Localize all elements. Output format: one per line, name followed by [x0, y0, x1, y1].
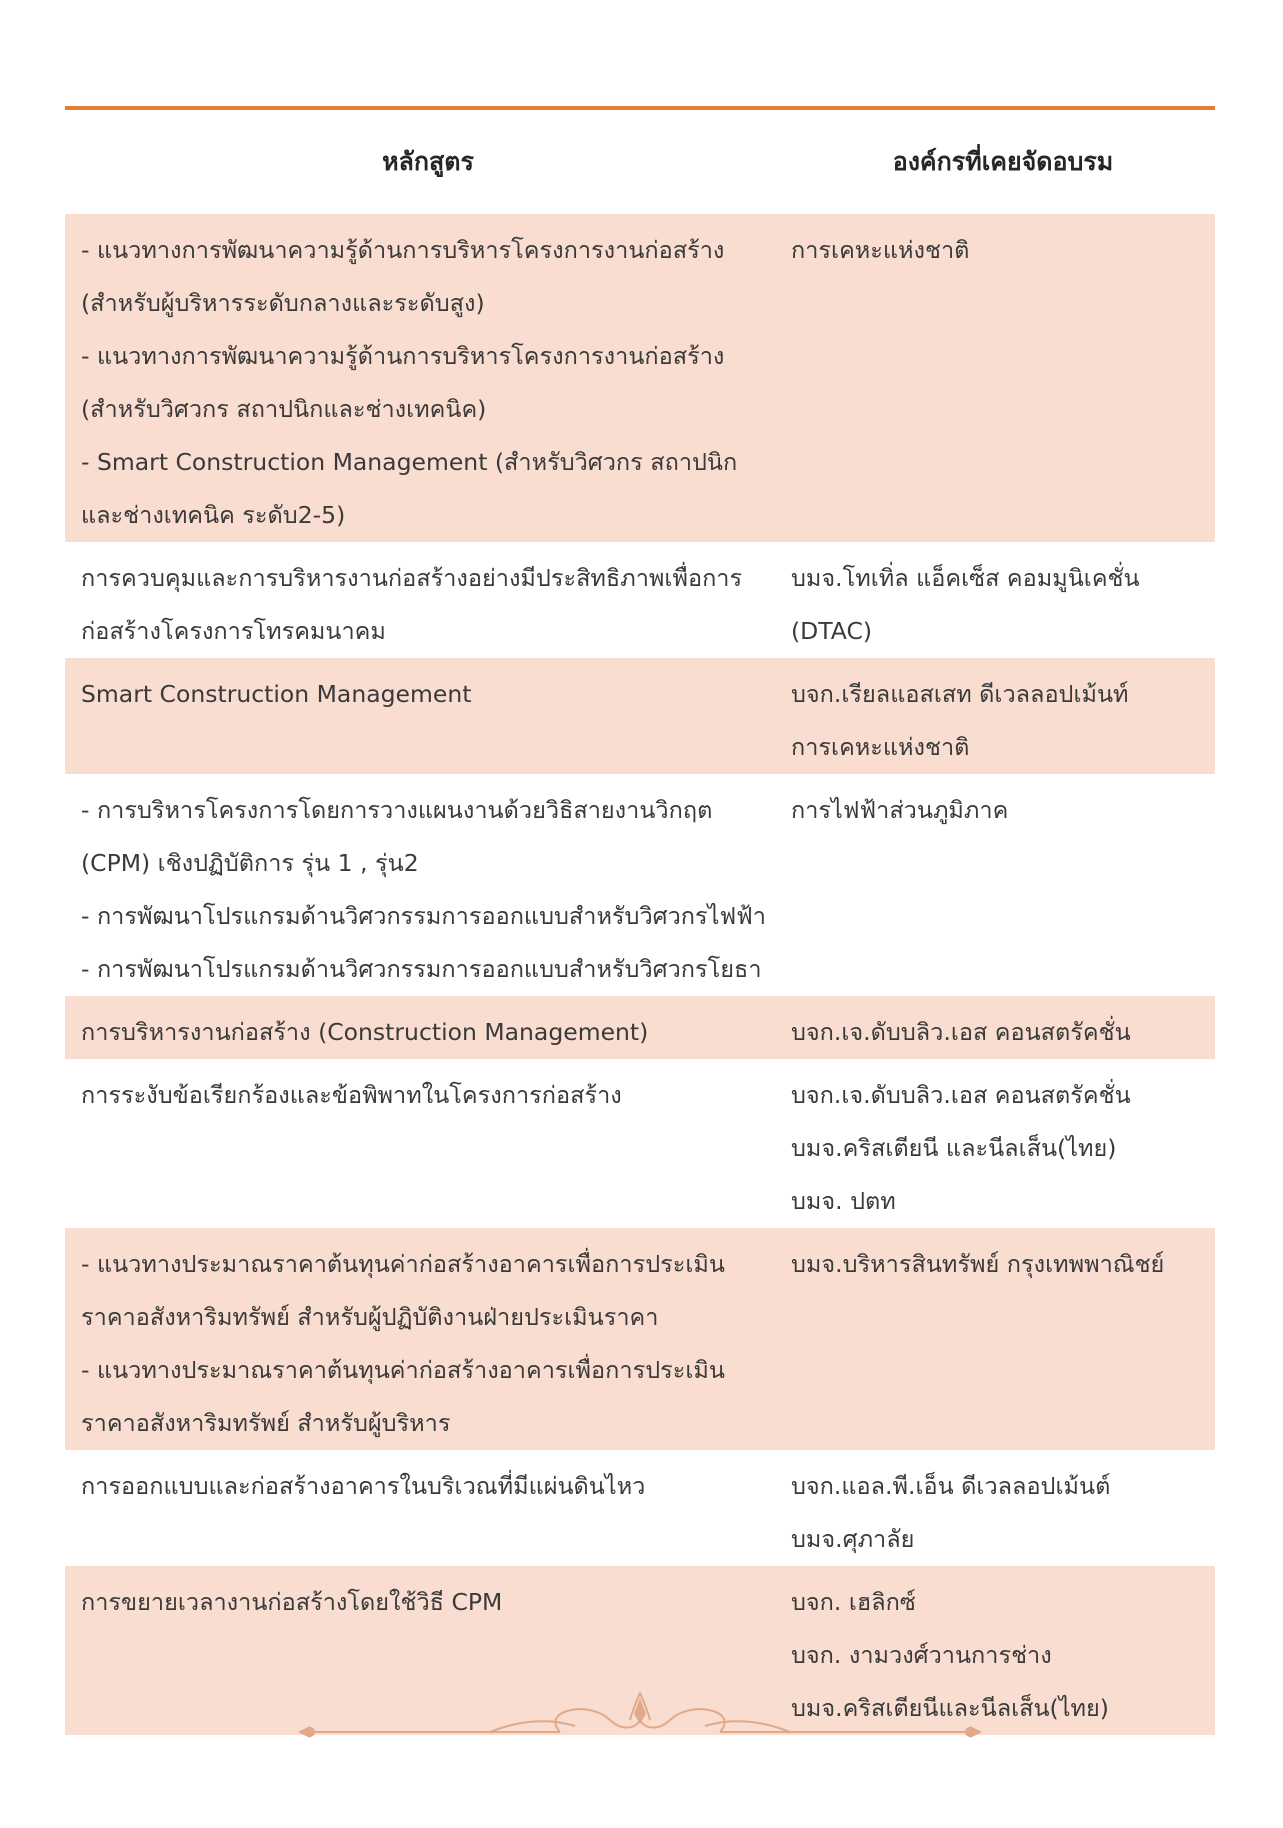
- table-row: [65, 658, 1215, 774]
- organization-line: บมจ.ศุภาลัย: [791, 1525, 915, 1553]
- organization-line: (DTAC): [791, 617, 873, 645]
- organization-cell: [791, 214, 1215, 542]
- organization-cell: [791, 1228, 1215, 1450]
- table-row: [65, 774, 1215, 996]
- course-line: - แนวทางประมาณราคาต้นทุนค่าก่อสร้างอาคารเพื่อการประเมิน: [81, 1250, 725, 1278]
- course-line: การขยายเวลางานก่อสร้างโดยใช้วิธี CPM: [81, 1588, 503, 1616]
- table-row: [65, 996, 1215, 1059]
- organization-line: การเคหะแห่งชาติ: [791, 236, 970, 264]
- course-line: - แนวทางประมาณราคาต้นทุนค่าก่อสร้างอาคารเพื่อการประเมิน: [81, 1356, 725, 1384]
- organization-line: การไฟฟ้าส่วนภูมิภาค: [791, 796, 1009, 824]
- course-line: และช่างเทคนิค ระดับ2-5): [81, 501, 346, 529]
- course-line: การออกแบบและก่อสร้างอาคารในบริเวณที่มีแผ่นดินไหว: [81, 1472, 646, 1500]
- organization-line: บจก.เจ.ดับบลิว.เอส คอนสตรัคชั่น: [791, 1018, 1131, 1046]
- course-line: - การบริหารโครงการโดยการวางแผนงานด้วยวิธิสายงานวิกฤต: [81, 796, 713, 824]
- course-line: ราคาอสังหาริมทรัพย์ สำหรับผู้ปฏิบัติงานฝ่ายประเมินราคา: [81, 1303, 659, 1331]
- course-line: การควบคุมและการบริหารงานก่อสร้างอย่างมีประสิทธิภาพเพื่อการ: [81, 564, 743, 592]
- table-row: [65, 1228, 1215, 1450]
- course-line: - การพัฒนาโปรแกรมด้านวิศวกรรมการออกแบบสำหรับวิศวกรไฟฟ้า: [81, 902, 766, 930]
- organization-cell: [791, 996, 1215, 1059]
- table-row: [65, 1059, 1215, 1228]
- table-row: [65, 1450, 1215, 1566]
- organization-line: บจก.เจ.ดับบลิว.เอส คอนสตรัคชั่น: [791, 1081, 1131, 1109]
- organization-line: บจก. งามวงศ์วานการช่าง: [791, 1641, 1052, 1669]
- organization-line: บจก. เฮลิกซ์: [791, 1588, 916, 1616]
- course-cell: [65, 1059, 791, 1228]
- course-line: (สำหรับผู้บริหารระดับกลางและระดับสูง): [81, 289, 485, 317]
- course-line: (สำหรับวิศวกร สถาปนิกและช่างเทคนิค): [81, 395, 487, 423]
- organization-line: บจก.แอล.พี.เอ็น ดีเวลลอปเม้นต์: [791, 1472, 1111, 1500]
- course-line: Smart Construction Management: [81, 680, 472, 708]
- course-cell: [65, 1450, 791, 1566]
- organization-line: บมจ. ปตท: [791, 1187, 896, 1215]
- organization-cell: [791, 658, 1215, 774]
- course-cell: [65, 774, 791, 996]
- course-line: ก่อสร้างโครงการโทรคมนาคม: [81, 617, 386, 645]
- course-line: - การพัฒนาโปรแกรมด้านวิศวกรรมการออกแบบสำหรับวิศวกรโยธา: [81, 955, 762, 983]
- header-organization: องค์กรที่เคยจัดอบรม: [892, 147, 1114, 176]
- course-line: การบริหารงานก่อสร้าง (Construction Management): [81, 1018, 649, 1046]
- organization-line: บมจ.โทเทิ่ล แอ็คเซ็ส คอมมูนิเคชั่น: [791, 564, 1140, 592]
- table-body: [65, 214, 1215, 1735]
- decorative-flourish-icon: [290, 1690, 990, 1750]
- organization-cell: [791, 542, 1215, 658]
- course-line: - แนวทางการพัฒนาความรู้ด้านการบริหารโครงการงานก่อสร้าง: [81, 236, 725, 264]
- organization-cell: [791, 1450, 1215, 1566]
- table-row: [65, 214, 1215, 542]
- organization-line: บมจ.คริสเตียนีและนีลเส็น(ไทย): [791, 1694, 1109, 1722]
- course-line: ราคาอสังหาริมทรัพย์ สำหรับผู้บริหาร: [81, 1409, 451, 1437]
- course-cell: [65, 1228, 791, 1450]
- organization-cell: [791, 1059, 1215, 1228]
- organization-line: บจก.เรียลแอสเสท ดีเวลลอปเม้นท์: [791, 680, 1129, 708]
- organization-line: บมจ.บริหารสินทรัพย์ กรุงเทพพาณิชย์: [791, 1250, 1165, 1278]
- header-course: หลักสูตร: [382, 147, 474, 176]
- course-line: (CPM) เชิงปฏิบัติการ รุ่น 1 , รุ่น2: [81, 849, 419, 877]
- training-table: [65, 110, 1215, 1735]
- course-cell: [65, 542, 791, 658]
- course-cell: [65, 214, 791, 542]
- course-cell: [65, 996, 791, 1059]
- course-line: - แนวทางการพัฒนาความรู้ด้านการบริหารโครงการงานก่อสร้าง: [81, 342, 725, 370]
- organization-line: การเคหะแห่งชาติ: [791, 733, 970, 761]
- table-row: [65, 542, 1215, 658]
- course-line: - Smart Construction Management (สำหรับวิศวกร สถาปนิก: [81, 448, 738, 476]
- course-line: การระงับข้อเรียกร้องและข้อพิพาทในโครงการก่อสร้าง: [81, 1081, 622, 1109]
- organization-cell: [791, 774, 1215, 996]
- course-cell: [65, 658, 791, 774]
- organization-line: บมจ.คริสเตียนี และนีลเส็น(ไทย): [791, 1134, 1117, 1162]
- table-header: [65, 110, 1215, 214]
